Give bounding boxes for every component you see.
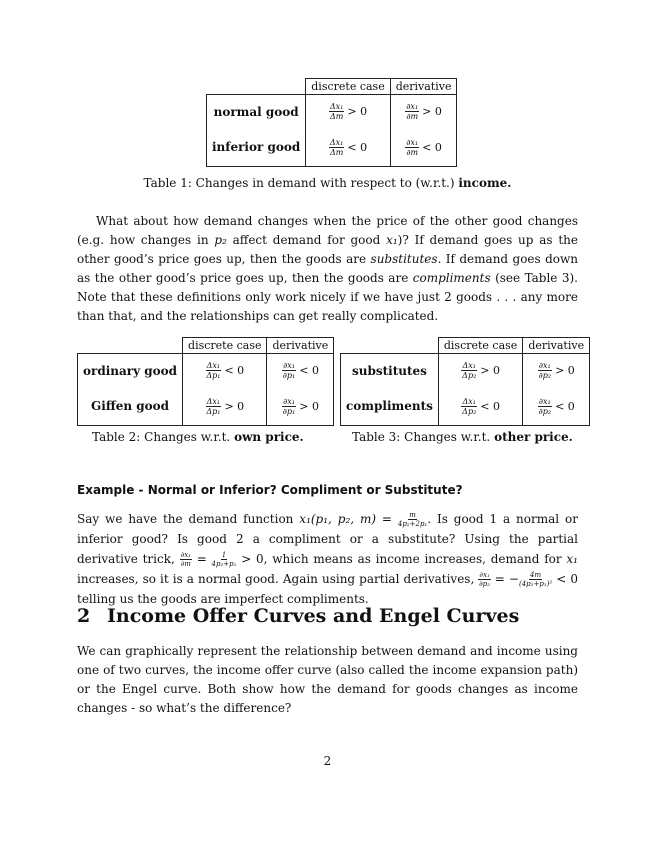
- table-other-price: [340, 337, 590, 426]
- derivative-cell: $\frac{\text{∂x₁}}{\text{∂p₂}}$ < 0: [523, 388, 590, 426]
- row-label: substitutes: [341, 354, 439, 388]
- row-label: normal good: [207, 95, 306, 129]
- discrete-cell: $\frac{\text{Δx₁}}{\Delta m}$ < 0: [306, 129, 390, 167]
- table2-caption: Table 2: Changes w.r.t. own price.: [92, 430, 304, 444]
- header-derivative: derivative: [523, 338, 590, 354]
- row-label: compliments: [341, 388, 439, 426]
- header-derivative: derivative: [390, 79, 457, 95]
- derivative-cell: $\frac{\text{∂x₁}}{\text{∂p₂}}$ > 0: [523, 354, 590, 388]
- discrete-cell: $\frac{\text{Δx₁}}{\text{Δp₂}}$ > 0: [438, 354, 522, 388]
- derivative-cell: $\frac{\text{∂x₁}}{\partial m}$ > 0: [390, 95, 457, 129]
- derivative-cell: $\frac{\text{∂x₁}}{\text{∂p₁}}$ < 0: [267, 354, 334, 388]
- header-discrete: discrete case: [306, 79, 390, 95]
- section-body: We can graphically represent the relationship between demand and income using one of two curves, the income offer curve (also called the income expansion path) or the Engel curve. Both show how the demand for goods changes as income changes - so what’s the difference?: [77, 644, 578, 715]
- row-label: inferior good: [207, 129, 306, 167]
- table3-caption: Table 3: Changes w.r.t. other price.: [352, 430, 573, 444]
- body-paragraph: What about how demand changes when the price of the other good changes (e.g. how changes in p₂ affect demand for good x₁)? If demand goes up as the other good’s price goes up, then the goods are substitutes. If demand goes down as the other good’s price goes up, then the goods are compliments (see Table 3). Note that these definitions only work nicely if we have just 2 goods . . . any more than that, and the relationships can get really complicated.: [77, 214, 579, 323]
- discrete-cell: $\frac{\text{Δx₁}}{\text{Δp₁}}$ > 0: [183, 388, 267, 426]
- row-label: Giffen good: [78, 388, 183, 426]
- table1-caption: Table 1: Changes in demand with respect to (w.r.t.) income.: [143, 176, 512, 190]
- discrete-cell: $\frac{\text{Δx₁}}{\text{Δp₂}}$ < 0: [438, 388, 522, 426]
- section-heading: 2 Income Offer Curves and Engel Curves: [77, 605, 520, 627]
- header-discrete: discrete case: [183, 338, 267, 354]
- example-heading: Example - Normal or Inferior? Compliment or Substitute?: [77, 483, 463, 497]
- discrete-cell: $\frac{\text{Δx₁}}{\text{Δp₁}}$ < 0: [183, 354, 267, 388]
- example-paragraph: Say we have the demand function x₁(p₁, p₂, m) = $\frac{m}{\text{4p₂+2p₁}}$ . Is good 1 a normal or inferior good? Is good 2 a compliment or a substitute? Using the partial derivative trick, $\frac{\text{∂x₁}}{\partial m}$ = $\frac{1}{\text{4p₂+p₁}}$ > 0, which means as income increases, demand for x₁ increases, so it is a normal good. Again using partial derivatives, $\frac{\text{∂x₁}}{\text{∂p₂}}$ = − $\frac{4m}{\text{(4p₂+p₁)²}}$ < 0 telling us the goods are imperfect compliments.: [77, 511, 578, 606]
- header-derivative: derivative: [267, 338, 334, 354]
- table-income: [206, 78, 457, 167]
- table-own-price: [77, 337, 334, 426]
- row-label: ordinary good: [78, 354, 183, 388]
- header-discrete: discrete case: [438, 338, 522, 354]
- discrete-cell: $\frac{\text{Δx₁}}{\Delta m}$ > 0: [306, 95, 390, 129]
- derivative-cell: $\frac{\text{∂x₁}}{\text{∂p₁}}$ > 0: [267, 388, 334, 426]
- page-number: 2: [323, 754, 332, 768]
- derivative-cell: $\frac{\text{∂x₁}}{\partial m}$ < 0: [390, 129, 457, 167]
